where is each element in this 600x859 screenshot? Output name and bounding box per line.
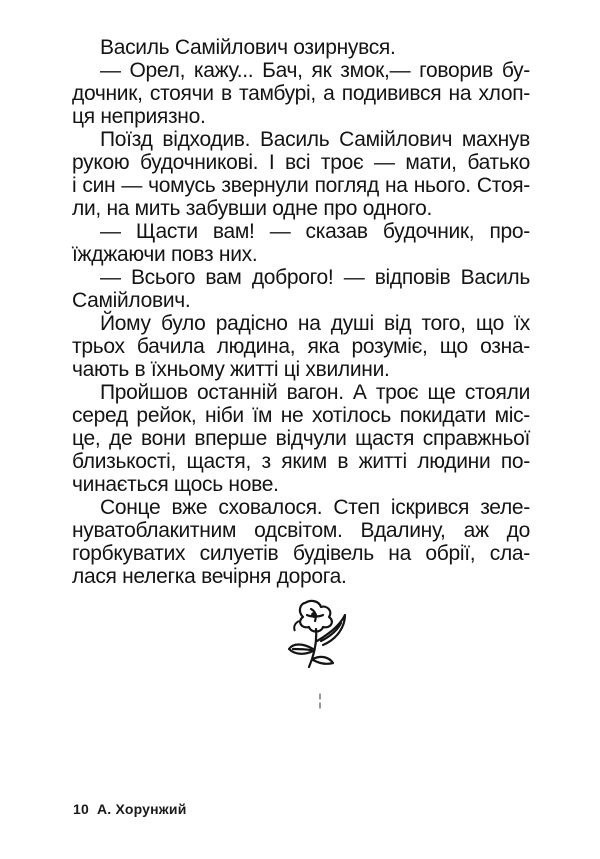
flower-ornament-icon	[283, 597, 353, 673]
paragraph	[72, 266, 530, 312]
text-line: чинається щось нове.	[72, 473, 279, 496]
paragraph	[72, 220, 530, 266]
paragraph	[72, 128, 530, 220]
text-line: трьох бачила людина, яка розуміє, що озна-	[72, 335, 530, 358]
text-line: Пройшов останній вагон. А троє ще стояли	[100, 381, 530, 404]
text-line: — Щасти вам! — сказав будочник, про-	[100, 220, 530, 243]
paragraph	[72, 59, 530, 128]
paragraph	[72, 496, 530, 588]
text-line: — Всього вам доброго! — відповів Василь	[100, 266, 530, 289]
print-speck	[318, 693, 322, 709]
text-line: серед рейок, ніби їм не хотілось покидати міс-	[72, 404, 530, 427]
paragraph	[72, 36, 530, 59]
text-line: їжджаючи повз них.	[72, 243, 258, 266]
text-line: — Орел, кажу... Бач, як змок,— говорив бу-	[100, 59, 530, 82]
author-name: А. Хорунжий	[96, 801, 187, 817]
text-line: Самійлович.	[72, 289, 191, 312]
text-line: ли, на мить забувши одне про одного.	[72, 197, 433, 220]
page-number: 10	[73, 801, 89, 817]
paragraph	[72, 381, 530, 496]
text-line: Йому було радісно на душі від того, що їх	[100, 312, 530, 335]
text-line: лася нелегка вечірня дорога.	[72, 565, 347, 588]
paragraph	[72, 312, 530, 381]
text-line: близькості, щастя, з яким в житті людини по-	[72, 450, 530, 473]
text-line: Поїзд відходив. Василь Самійлович махнув	[100, 128, 530, 151]
body-text	[72, 36, 530, 588]
text-line: ця неприязно.	[72, 105, 206, 128]
text-line: це, де вони вперше відчули щастя справжньої	[72, 427, 530, 450]
text-line: і син — чомусь звернули погляд на нього. Стоя-	[72, 174, 530, 197]
text-line: нуватоблакитним одсвітом. Вдалину, аж до	[72, 519, 530, 542]
text-line: рукою будочникові. І всі троє — мати, батько	[72, 151, 530, 174]
text-line: Василь Самійлович озирнувся.	[100, 36, 396, 59]
text-line: Сонце вже сховалося. Степ іскрився зеле-	[100, 496, 530, 519]
text-line: чають в їхньому житті ці хвилини.	[72, 358, 390, 381]
page-footer	[73, 801, 187, 817]
text-line: дочник, стоячи в тамбурі, а подивився на хлоп-	[72, 82, 530, 105]
text-line: горбкуватих силуетів будівель на обрії, сла-	[72, 542, 530, 565]
